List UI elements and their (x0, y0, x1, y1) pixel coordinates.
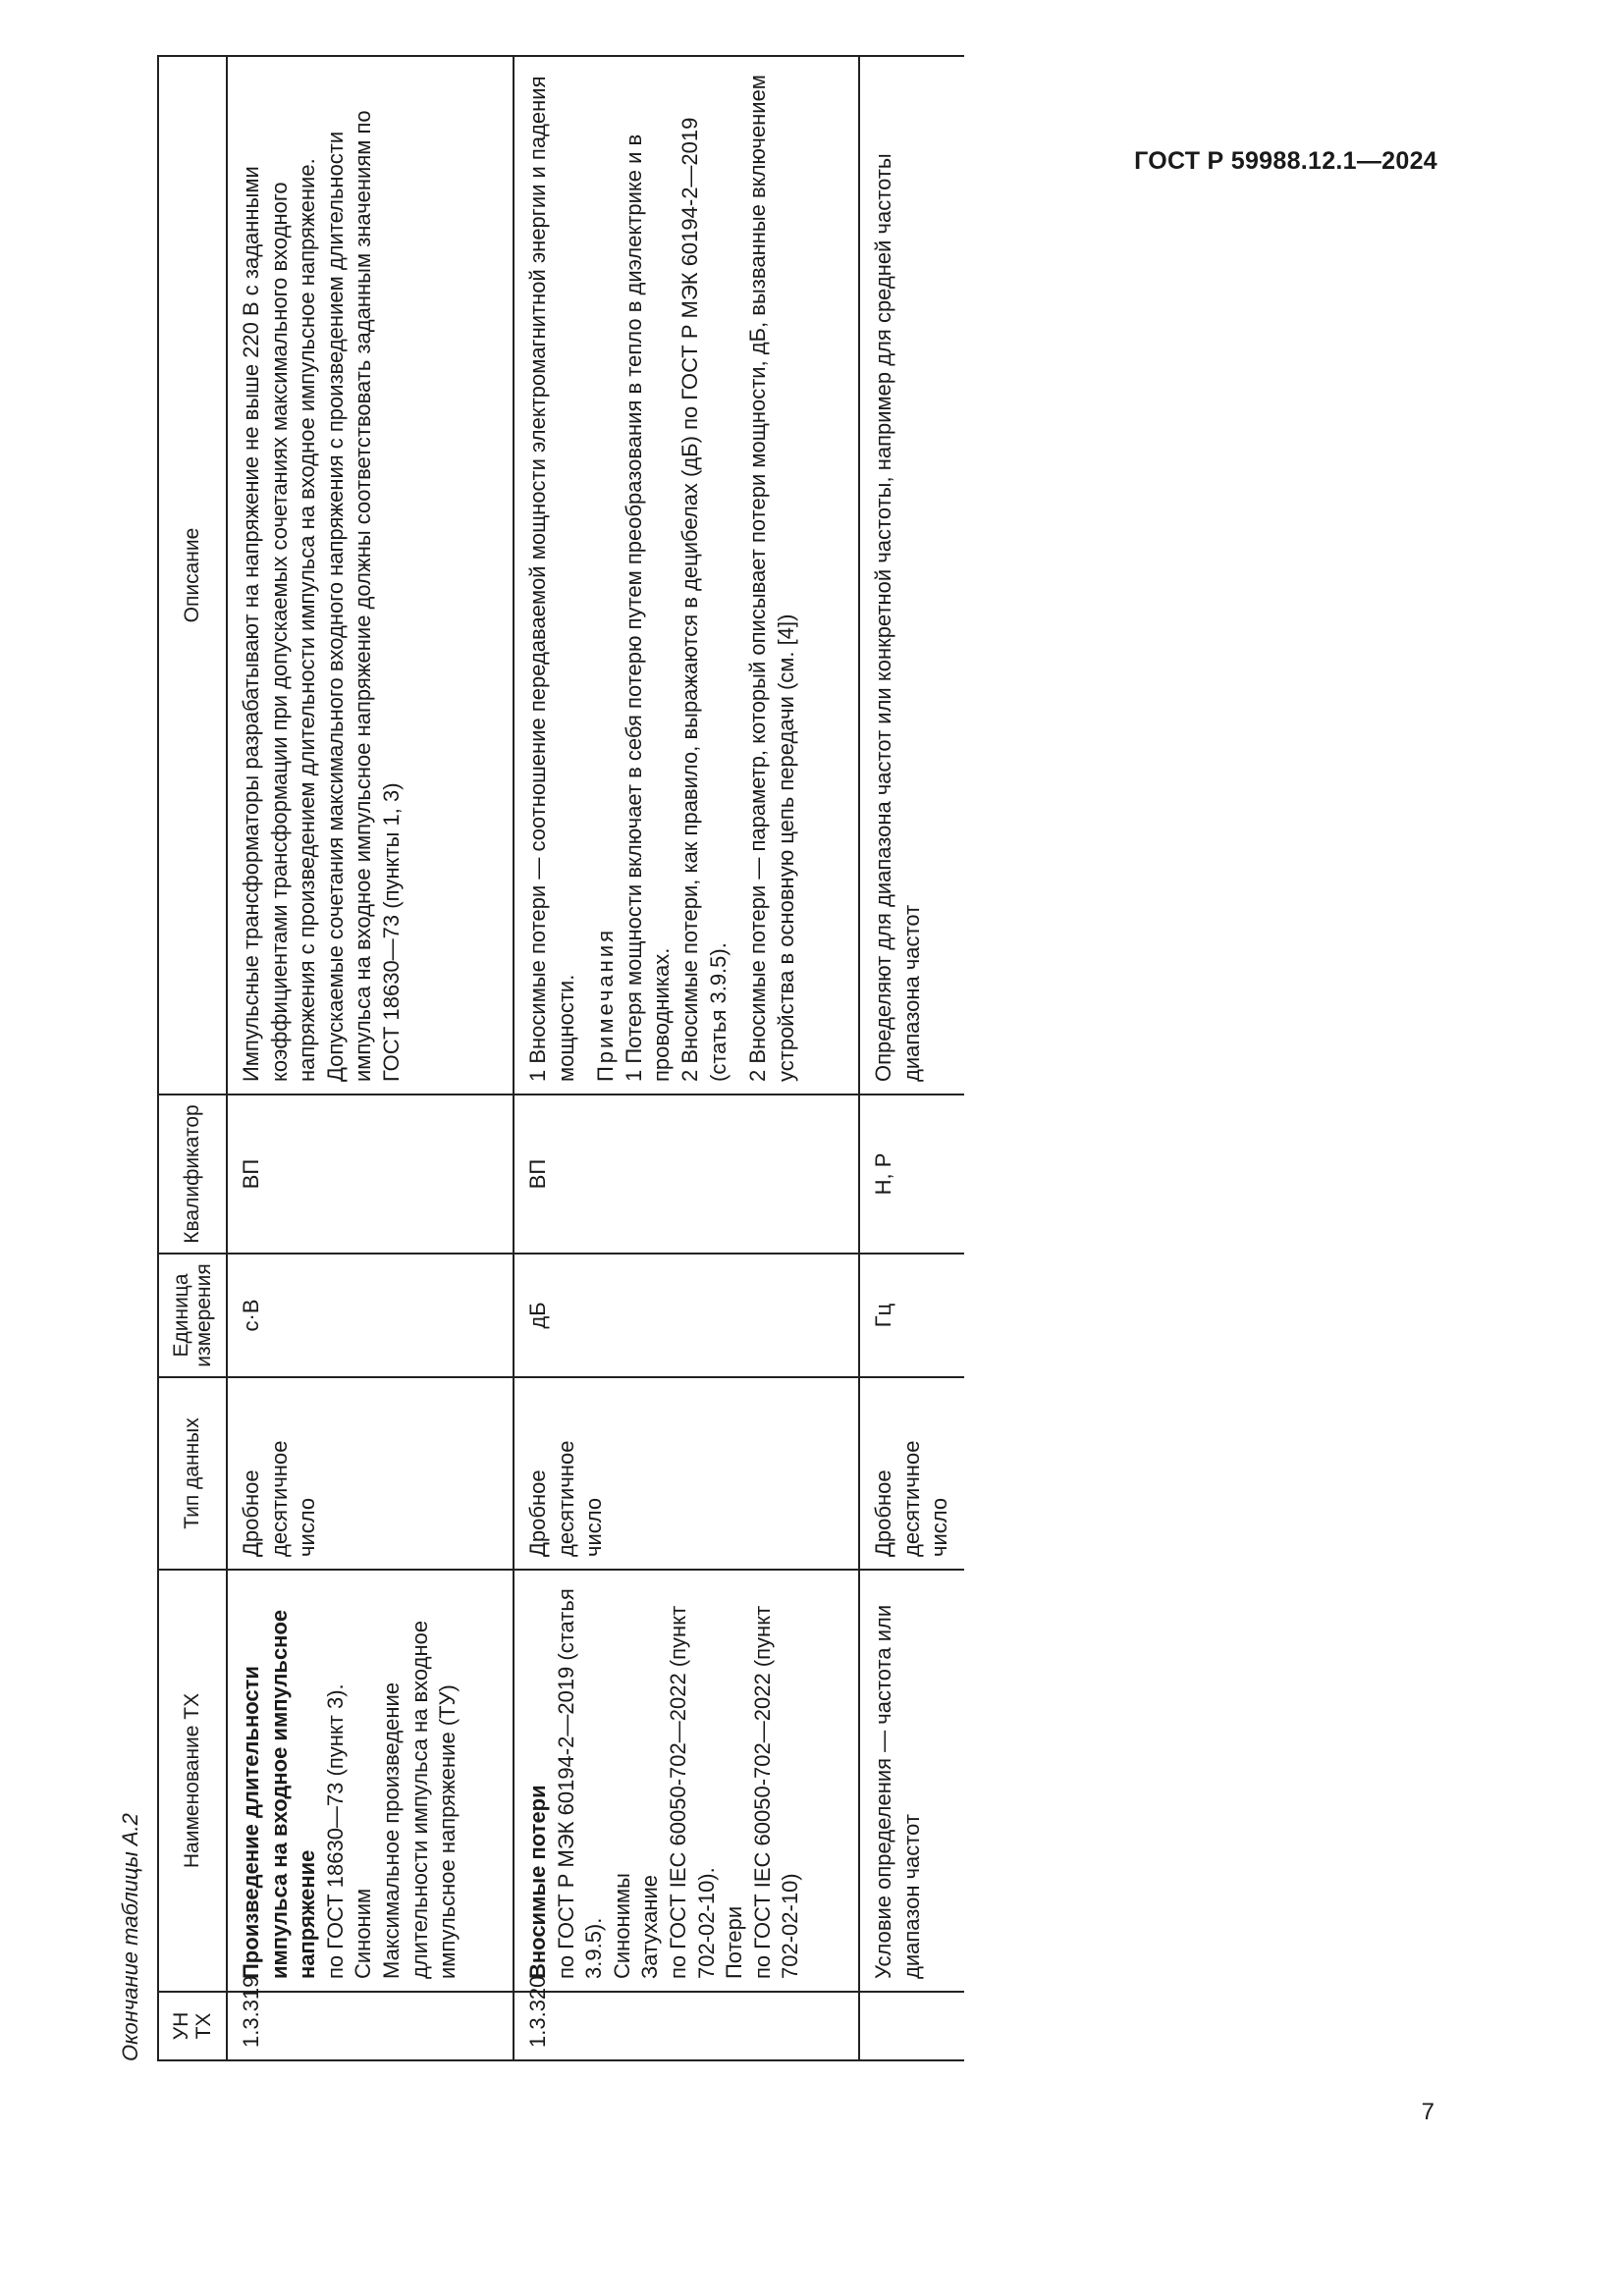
note-item: 1 Потеря мощности включает в себя потерю путем преобразования в тепло в диэлектрике и в проводниках. (621, 133, 675, 1082)
header-type: Тип данных (158, 1377, 227, 1570)
note-item: 2 Вносимые потери, как правило, выражаются в децибелах (дБ) по ГОСТ Р МЭК 60194-2—2019 (статья 3.9.5). (677, 117, 731, 1082)
cell-un (859, 1992, 964, 2060)
cell-name (227, 1570, 514, 1992)
name-line: по ГОСТ 18630—73 (пункт 3). (322, 1683, 348, 1979)
cell-type: Дробное десятичное число (514, 1377, 859, 1570)
cell-un: 1.3.320 (514, 1992, 859, 2060)
cell-type: Дробное десятичное число (859, 1377, 964, 1570)
rotated-table-area (108, 0, 952, 2120)
characteristics-table (157, 55, 964, 2061)
header-name: Наименование ТХ (158, 1570, 227, 1992)
header-unit-line1: Единица (169, 1273, 192, 1358)
description-definition: 1 Вносимые потери — соотношение передаваемой мощности электромагнитной энергии и падения мощности. (525, 76, 578, 1082)
cell-name: Условие определения — частота или диапазон частот (859, 1570, 964, 1992)
page-number: 7 (1421, 2099, 1435, 2125)
cell-description: Импульсные трансформаторы разрабатывают на напряжение не выше 220 В с заданными коэффициентами трансформации при допускаемых сочетаниях максимального входного напряжения с произведением длительности импульса на входное импульсное напряжение. Допускаемые сочетания максимального входного напряжения с произведением длительности импульса на входное импульсное напряжение должны соответствовать заданным значениям по ГОСТ 18630—73 (пункты 1, 3) (227, 56, 514, 1095)
cell-qualifier: ВП (227, 1095, 514, 1254)
cell-type: Дробное десятичное число (227, 1377, 514, 1570)
cell-qualifier: ВП (514, 1095, 859, 1254)
name-line: по ГОСТ Р МЭК 60194-2—2019 (статья 3.9.5). (553, 1588, 607, 1979)
name-line: Синонимы (609, 1873, 634, 1979)
cell-description (514, 56, 859, 1095)
name-line: по ГОСТ IEC 60050-702—2022 (пункт 702-02-10). (665, 1605, 719, 1979)
document-code: ГОСТ Р 59988.12.1—2024 (1134, 147, 1437, 175)
cell-qualifier: Н, Р (859, 1095, 964, 1254)
name-line: Потери (722, 1905, 747, 1979)
table-row (514, 56, 859, 2060)
cell-unit: с·В (227, 1254, 514, 1377)
header-un: УН ТХ (158, 1992, 227, 2060)
cell-name (514, 1570, 859, 1992)
header-unit-line2: измерения (192, 1263, 215, 1367)
table-row (859, 56, 964, 2060)
name-line: по ГОСТ IEC 60050-702—2022 (пункт 702-02-10) (749, 1605, 803, 1979)
name-title: Произведение длительности импульса на входное импульсное напряжение (239, 1609, 320, 1979)
spacer (580, 69, 592, 1082)
cell-unit: Гц (859, 1254, 964, 1377)
cell-un: 1.3.319 (227, 1992, 514, 2060)
header-unit (158, 1254, 227, 1377)
description-definition-2: 2 Вносимые потери — параметр, который описывает потери мощности, дБ, вызванные включением устройства в основную цепь передачи (см. [4]) (745, 75, 798, 1082)
spacer (732, 69, 744, 1082)
table-header-row (158, 56, 227, 2060)
name-line: Затухание (637, 1874, 663, 1979)
cell-description: Определяют для диапазона частот или конкретной частоты, например для средней частоты диапазона частот (859, 56, 964, 1095)
name-line: Синоним (351, 1888, 376, 1979)
name-line: Максимальное произведение длительности импульса на входное импульсное напряжение (ТУ) (378, 1620, 460, 1979)
table-row (227, 56, 514, 2060)
name-title: Вносимые потери (525, 1785, 550, 1979)
notes-title: Примечания (593, 927, 619, 1082)
header-qualifier: Квалификатор (158, 1095, 227, 1254)
table-caption: Окончание таблицы А.2 (118, 1813, 142, 2061)
cell-unit: дБ (514, 1254, 859, 1377)
header-description: Описание (158, 56, 227, 1095)
